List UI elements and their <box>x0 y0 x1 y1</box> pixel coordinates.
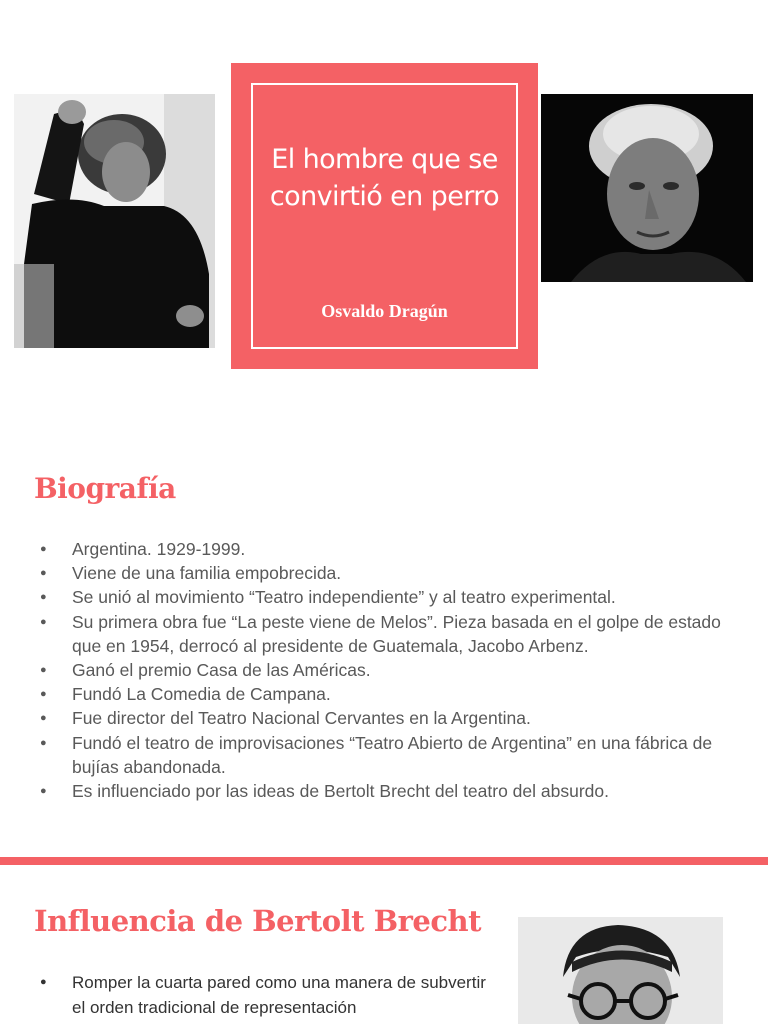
list-item: ● Romper la cuarta pared como una manera de subvertir el orden tradicional de representación <box>38 970 488 1020</box>
presentation-author: Osvaldo Dragún <box>321 301 448 321</box>
author-photo-gesturing <box>14 94 215 348</box>
brecht-portrait <box>518 917 723 1024</box>
title-card <box>231 63 538 369</box>
list-item: ● Fundó La Comedia de Campana. <box>38 682 728 706</box>
list-item: ● Se unió al movimiento “Teatro independiente” y al teatro experimental. <box>38 585 728 609</box>
list-item: ● Fue director del Teatro Nacional Cervantes en la Argentina. <box>38 706 728 730</box>
list-item: ● Ganó el premio Casa de las Américas. <box>38 658 728 682</box>
brecht-heading: Influencia de Bertolt Brecht <box>34 904 482 938</box>
author-portrait <box>541 94 753 282</box>
list-item: ● Argentina. 1929-1999. <box>38 537 728 561</box>
list-item: ● Su primera obra fue “La peste viene de Melos”. Pieza basada en el golpe de estado que en 1954, derrocó al presidente de Guatemala, Jacobo Arbenz. <box>38 610 728 658</box>
list-item: ● Viene de una familia empobrecida. <box>38 561 728 585</box>
list-item: ● Es influenciado por las ideas de Bertolt Brecht del teatro del absurdo. <box>38 779 728 803</box>
biography-heading: Biografía <box>34 472 176 505</box>
list-item: ● Fundó el teatro de improvisaciones “Teatro Abierto de Argentina” en una fábrica de bujías abandonada. <box>38 731 728 779</box>
brecht-list <box>38 970 488 1020</box>
slide-divider <box>0 857 768 865</box>
biography-list <box>38 537 728 803</box>
presentation-title: El hombre que se convirtió en perro <box>269 144 500 212</box>
